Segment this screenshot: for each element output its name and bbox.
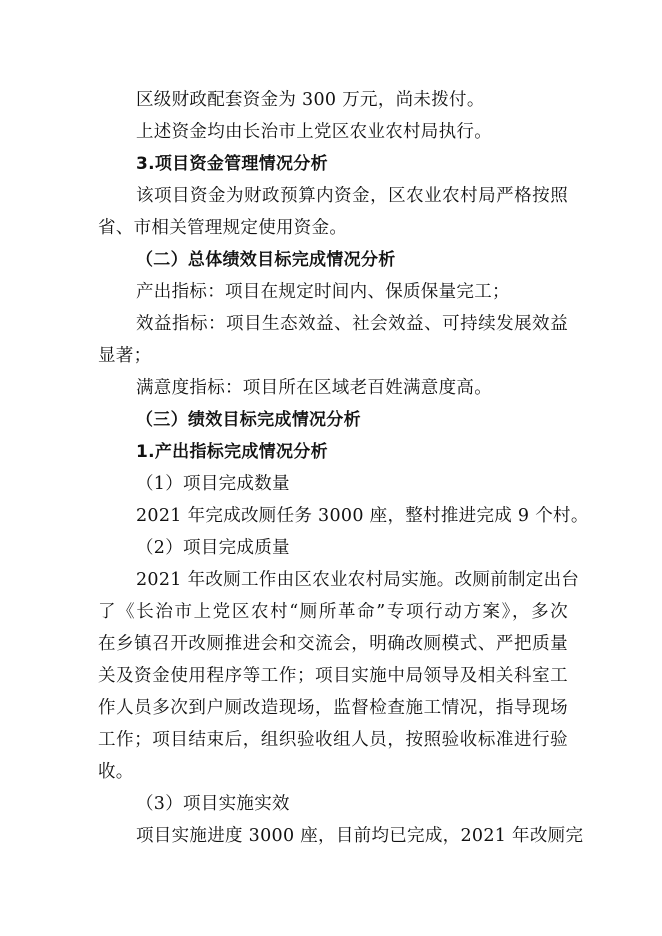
paragraph-line: 了《长治市上党区农村“厕所革命”专项行动方案》，多次 <box>98 602 568 622</box>
paragraph-line: 在乡镇召开改厕推进会和交流会，明确改厕模式、严把质量 <box>98 634 568 654</box>
section-heading: 3.项目资金管理情况分析 <box>136 154 328 174</box>
subsection-heading: （3）项目实施实效 <box>136 794 290 814</box>
section-heading: （二）总体绩效目标完成情况分析 <box>136 250 396 270</box>
subsection-heading: （1）项目完成数量 <box>136 474 290 494</box>
section-heading: 1.产出指标完成情况分析 <box>136 442 328 462</box>
paragraph-line: 2021 年完成改厕任务 3000 座，整村推进完成 9 个村。 <box>136 506 589 526</box>
paragraph-line: 区级财政配套资金为 300 万元，尚未拨付。 <box>136 90 485 110</box>
paragraph-line: 产出指标：项目在规定时间内、保质保量完工； <box>136 282 510 302</box>
paragraph-line: 该项目资金为财政预算内资金，区农业农村局严格按照 <box>136 186 568 206</box>
paragraph-line: 项目实施进度 3000 座，目前均已完成，2021 年改厕完 <box>136 826 584 846</box>
paragraph-line: 显著； <box>98 346 152 366</box>
section-heading: （三）绩效目标完成情况分析 <box>136 410 361 430</box>
paragraph-line: 工作；项目结束后，组织验收组人员，按照验收标准进行验 <box>98 730 568 750</box>
paragraph-line: 关及资金使用程序等工作；项目实施中局领导及相关科室工 <box>98 666 568 686</box>
paragraph-line: 满意度指标：项目所在区域老百姓满意度高。 <box>136 378 492 398</box>
paragraph-line: 省、市相关管理规定使用资金。 <box>98 218 348 238</box>
paragraph-line: 作人员多次到户厕改造现场，监督检查施工情况，指导现场 <box>98 698 568 718</box>
paragraph-line: 2021 年改厕工作由区农业农村局实施。改厕前制定出台 <box>136 570 580 590</box>
subsection-heading: （2）项目完成质量 <box>136 538 290 558</box>
paragraph-line: 上述资金均由长治市上党区农业农村局执行。 <box>136 122 492 142</box>
paragraph-line: 收。 <box>98 762 134 782</box>
paragraph-line: 效益指标：项目生态效益、社会效益、可持续发展效益 <box>136 314 568 334</box>
